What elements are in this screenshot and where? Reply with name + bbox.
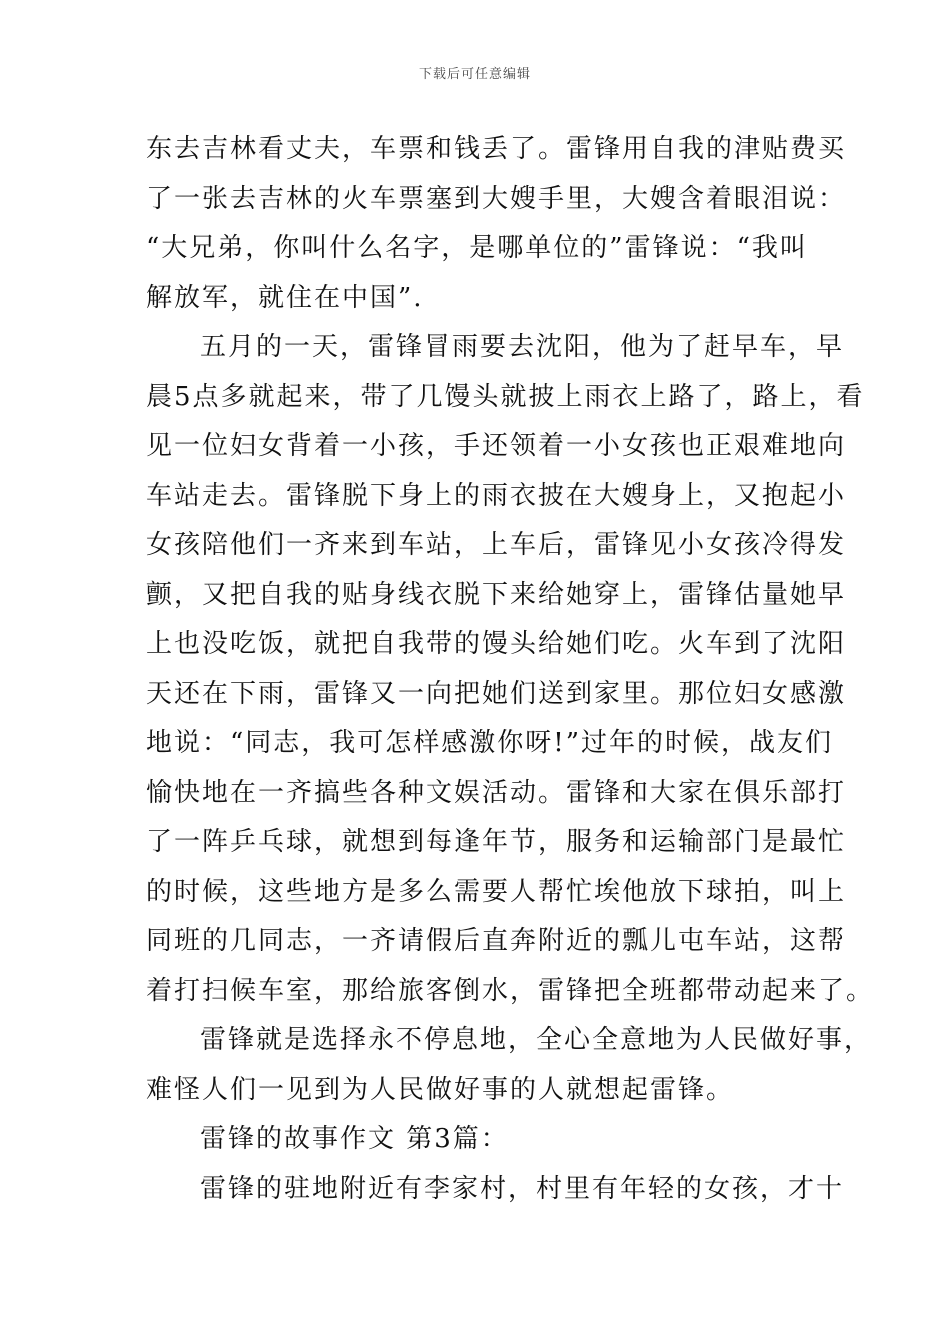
text-line: 颤，又把自我的贴身线衣脱下来给她穿上，雷锋估量她早 (146, 579, 847, 610)
page-header: 下载后可任意编辑 (418, 67, 531, 82)
paragraph-start-line: 五月的一天，雷锋冒雨要去沈阳，他为了赶早车，早 (200, 332, 845, 362)
paragraph-start-line: 雷锋的驻地附近有李家村，村里有年轻的女孩，才十 (200, 1173, 845, 1204)
section-heading: 雷锋的故事作文 第3篇： (200, 1124, 509, 1154)
paragraph-start-line: 雷锋就是选择永不停息地，全心全意地为人民做好事， (200, 1025, 873, 1055)
text-line: 同班的几同志，一齐请假后直奔附近的瓢儿屯车站，这帮 (146, 926, 847, 956)
text-line: 天还在下雨，雷锋又一向把她们送到家里。那位妇女感激 (146, 678, 847, 709)
text-line: 了一张去吉林的火车票塞到大嫂手里，大嫂含着眼泪说： (146, 183, 847, 214)
text-line: 晨5点多就起来，带了几馒头就披上雨衣上路了，路上，看 (146, 381, 865, 412)
text-line: 车站走去。雷锋脱下身上的雨衣披在大嫂身上，又抱起小 (146, 480, 847, 511)
text-line: 上也没吃饭，就把自我带的馒头给她们吃。火车到了沈阳 (146, 629, 847, 659)
text-line: 见一位妇女背着一小孩，手还领着一小女孩也正艰难地向 (146, 431, 847, 461)
text-line: 着打扫候车室，那给旅客倒水，雷锋把全班都带动起来了。 (146, 975, 875, 1006)
text-line: 了一阵乒乓球，就想到每逢年节，服务和运输部门是最忙 (146, 827, 847, 857)
text-line: 东去吉林看丈夫，车票和钱丢了。雷锋用自我的津贴费买 (146, 134, 847, 164)
document-body (146, 133, 875, 1222)
text-line: 愉快地在一齐搞些各种文娱活动。雷锋和大家在俱乐部打 (146, 777, 847, 808)
text-line: “大兄弟，你叫什么名字，是哪单位的”雷锋说：“我叫 (146, 233, 808, 263)
text-line: 女孩陪他们一齐来到车站，上车后，雷锋见小女孩冷得发 (146, 530, 847, 560)
text-line: 的时候，这些地方是多么需要人帮忙埃他放下球拍，叫上 (146, 876, 847, 907)
text-line: 地说：“同志，我可怎样感激你呀!”过年的时候，战友们 (146, 728, 834, 758)
text-line: 难怪人们一见到为人民做好事的人就想起雷锋。 (146, 1074, 735, 1105)
text-line: 解放军，就住在中国”. (146, 282, 424, 313)
